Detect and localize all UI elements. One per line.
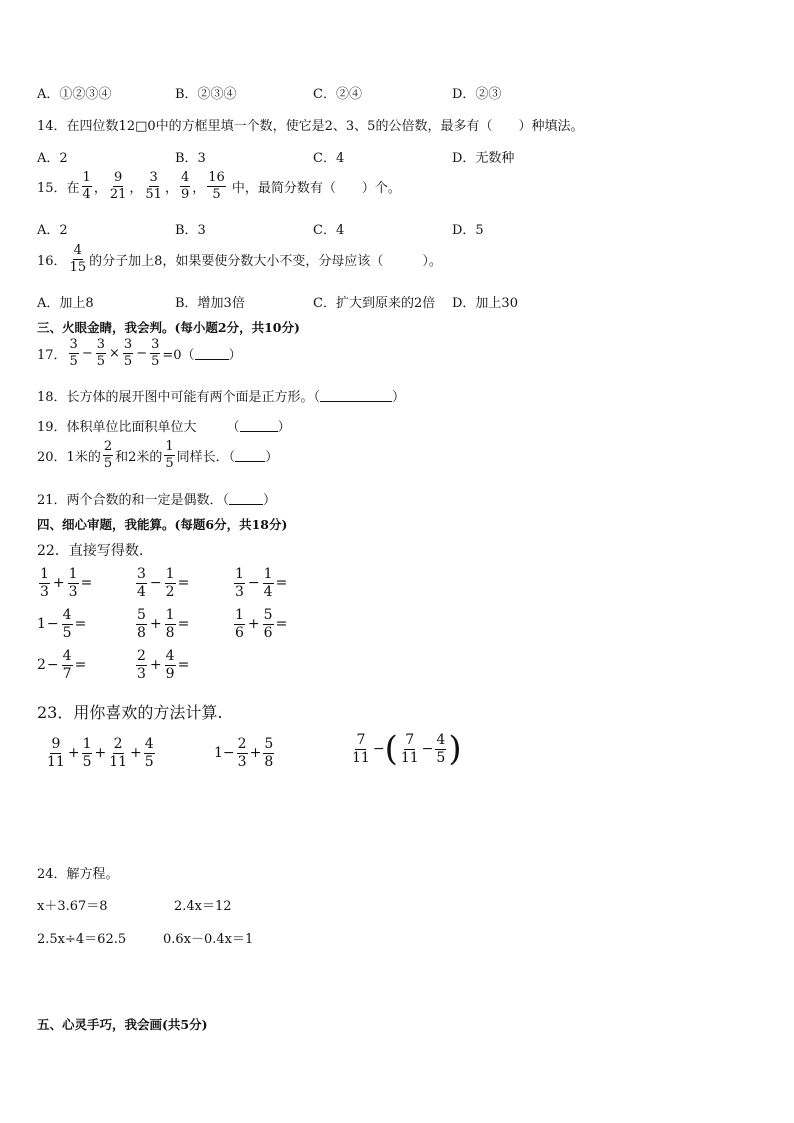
- q19-close-paren: ）: [277, 420, 291, 435]
- q22-r1c3: $\frac{1}{3}$ − $\frac{1}{4}$ =: [235, 566, 288, 600]
- q16-stem: [37, 244, 442, 274]
- q15-fraction-1: $\frac{1}{4}$: [82, 170, 91, 202]
- q17-fraction-3: $\frac{3}{5}$: [123, 337, 133, 369]
- q15-stem: [37, 171, 401, 201]
- q18-stem: [37, 386, 405, 405]
- q21-close-paren: ）: [263, 493, 277, 508]
- q22-r2c3: $\frac{1}{6}$ + $\frac{5}{6}$ =: [235, 607, 288, 641]
- q13-option-b: B．②③④: [175, 87, 237, 102]
- section-4-title: 四、细心审题，我能算。(每题6分，共18分): [37, 517, 288, 532]
- q19-text: 19．体积单位比面积单位大: [37, 420, 197, 435]
- q24-equation-2: 2.4x＝12: [174, 899, 232, 914]
- q15-option-c: C．4: [313, 223, 345, 238]
- q15-option-d: D．5: [452, 223, 484, 238]
- q22-r2c2: $\frac{5}{8}$ + $\frac{1}{8}$ =: [137, 607, 190, 641]
- q21-text: 21．两个合数的和一定是偶数．（: [37, 493, 230, 508]
- q22-r3c1: 2 − $\frac{4}{7}$ =: [37, 648, 87, 682]
- q19-stem: [37, 416, 291, 435]
- q14-option-b: B．3: [175, 151, 206, 166]
- q17-prefix: 17．: [37, 347, 67, 363]
- q21-stem: [37, 489, 276, 508]
- q22-r2c1: 1 − $\frac{4}{5}$ =: [37, 607, 87, 641]
- q22-r3c2: $\frac{2}{3}$ + $\frac{4}{9}$ =: [137, 648, 190, 682]
- q17-fraction-1: $\frac{3}{5}$: [69, 337, 78, 369]
- q17-op-1: −: [81, 345, 93, 361]
- q23-expression-1: $\frac{9}{11}$ + $\frac{1}{5}$ + $\frac{2}{11}$ + $\frac{4}{5}$: [47, 736, 154, 770]
- section-3-title: 三、火眼金睛，我会判。(每小题2分，共10分): [37, 320, 300, 335]
- q15-fraction-3: $\frac{3}{51}$: [145, 170, 162, 202]
- q15-fraction-5: $\frac{16}{5}$: [208, 170, 225, 202]
- q20-suffix: 同样长．（: [176, 449, 236, 465]
- q20-close-paren: ）: [265, 449, 279, 465]
- q17-answer-blank[interactable]: [195, 347, 229, 360]
- q14-option-c: C．4: [313, 151, 345, 166]
- q17-fraction-2: $\frac{3}{5}$: [96, 337, 106, 369]
- q23-expression-3: $\frac{7}{11}$ − ( $\frac{7}{11}$ − $\frac{4}{5}$ ): [352, 729, 462, 770]
- q24-equation-3: 2.5x÷4＝62.5: [37, 932, 127, 947]
- q13-option-d: D．②③: [452, 87, 502, 102]
- q19-answer-blank[interactable]: [240, 419, 278, 432]
- q16-suffix: 的分子加上8，如果要使分数大小不变，分母应该（ ）。: [89, 253, 442, 269]
- q17-suffix: =0（: [162, 347, 195, 363]
- q15-option-a: A．2: [37, 223, 68, 238]
- q20-mid: 和2米的: [115, 449, 163, 465]
- q22-title: 22．直接写得数.: [37, 543, 144, 559]
- q20-fraction-1: $\frac{2}{5}$: [103, 439, 113, 471]
- q18-answer-blank[interactable]: [320, 389, 392, 402]
- q17-close-paren: ）: [228, 347, 242, 363]
- q14-option-d: D．无数种: [452, 151, 515, 166]
- q23-expression-2: 1 − $\frac{2}{3}$ + $\frac{5}{8}$: [214, 736, 274, 770]
- q15-fraction-2: $\frac{9}{21}$: [109, 170, 127, 202]
- q21-answer-blank[interactable]: [229, 492, 263, 505]
- q15-sep: ，: [164, 180, 178, 196]
- q14-option-a: A．2: [37, 151, 68, 166]
- q17-op-3: −: [136, 345, 148, 361]
- q24-title: 24．解方程。: [37, 867, 119, 882]
- q18-text: 18．长方体的展开图中可能有两个面是正方形。（: [37, 390, 321, 405]
- q20-prefix: 20．1米的: [37, 449, 101, 465]
- q16-option-b: B．增加3倍: [175, 296, 245, 311]
- q24-equation-1: x＋3.67＝8: [37, 899, 108, 914]
- q15-fraction-4: $\frac{4}{9}$: [180, 170, 190, 202]
- q22-r1c1: $\frac{1}{3}$ + $\frac{1}{3}$ =: [40, 566, 93, 600]
- q24-equation-4: 0.6x－0.4x＝1: [163, 932, 254, 947]
- q14-text: 14．在四位数12□0中的方框里填一个数，使它是2、3、5的公倍数，最多有（ ）种填法。: [37, 119, 584, 134]
- q17-op-2: ×: [109, 345, 120, 361]
- section-5-title: 五、心灵手巧，我会画(共5分): [37, 1017, 208, 1032]
- q22-r1c2: $\frac{3}{4}$ − $\frac{1}{2}$ =: [137, 566, 190, 600]
- q15-suffix: 中，最简分数有（ ）个。: [231, 180, 401, 196]
- q15-sep: ，: [93, 180, 107, 196]
- q15-option-b: B．3: [175, 223, 206, 238]
- q15-sep: ，: [192, 180, 206, 196]
- q16-option-c: C．扩大到原来的2倍: [313, 296, 436, 311]
- q16-prefix: 16．: [37, 253, 67, 269]
- q17-fraction-4: $\frac{3}{5}$: [151, 337, 160, 369]
- q16-fraction: $\frac{4}{15}$: [69, 243, 87, 275]
- q15-prefix: 15．在: [37, 180, 80, 196]
- q13-option-a: A．①②③④: [37, 87, 112, 102]
- q20-fraction-2: $\frac{1}{5}$: [165, 439, 174, 471]
- q16-option-a: A．加上8: [37, 296, 94, 311]
- q19-open-paren: （: [226, 420, 240, 435]
- q20-stem: [37, 440, 278, 470]
- q13-option-c: C．②④: [313, 87, 362, 102]
- q15-sep: ，: [129, 180, 143, 196]
- q16-option-d: D．加上30: [452, 296, 518, 311]
- q23-title: 23．用你喜欢的方法计算.: [37, 703, 223, 722]
- q17-stem: [37, 338, 242, 368]
- q18-close-paren: ）: [392, 390, 406, 405]
- q20-answer-blank[interactable]: [235, 449, 265, 462]
